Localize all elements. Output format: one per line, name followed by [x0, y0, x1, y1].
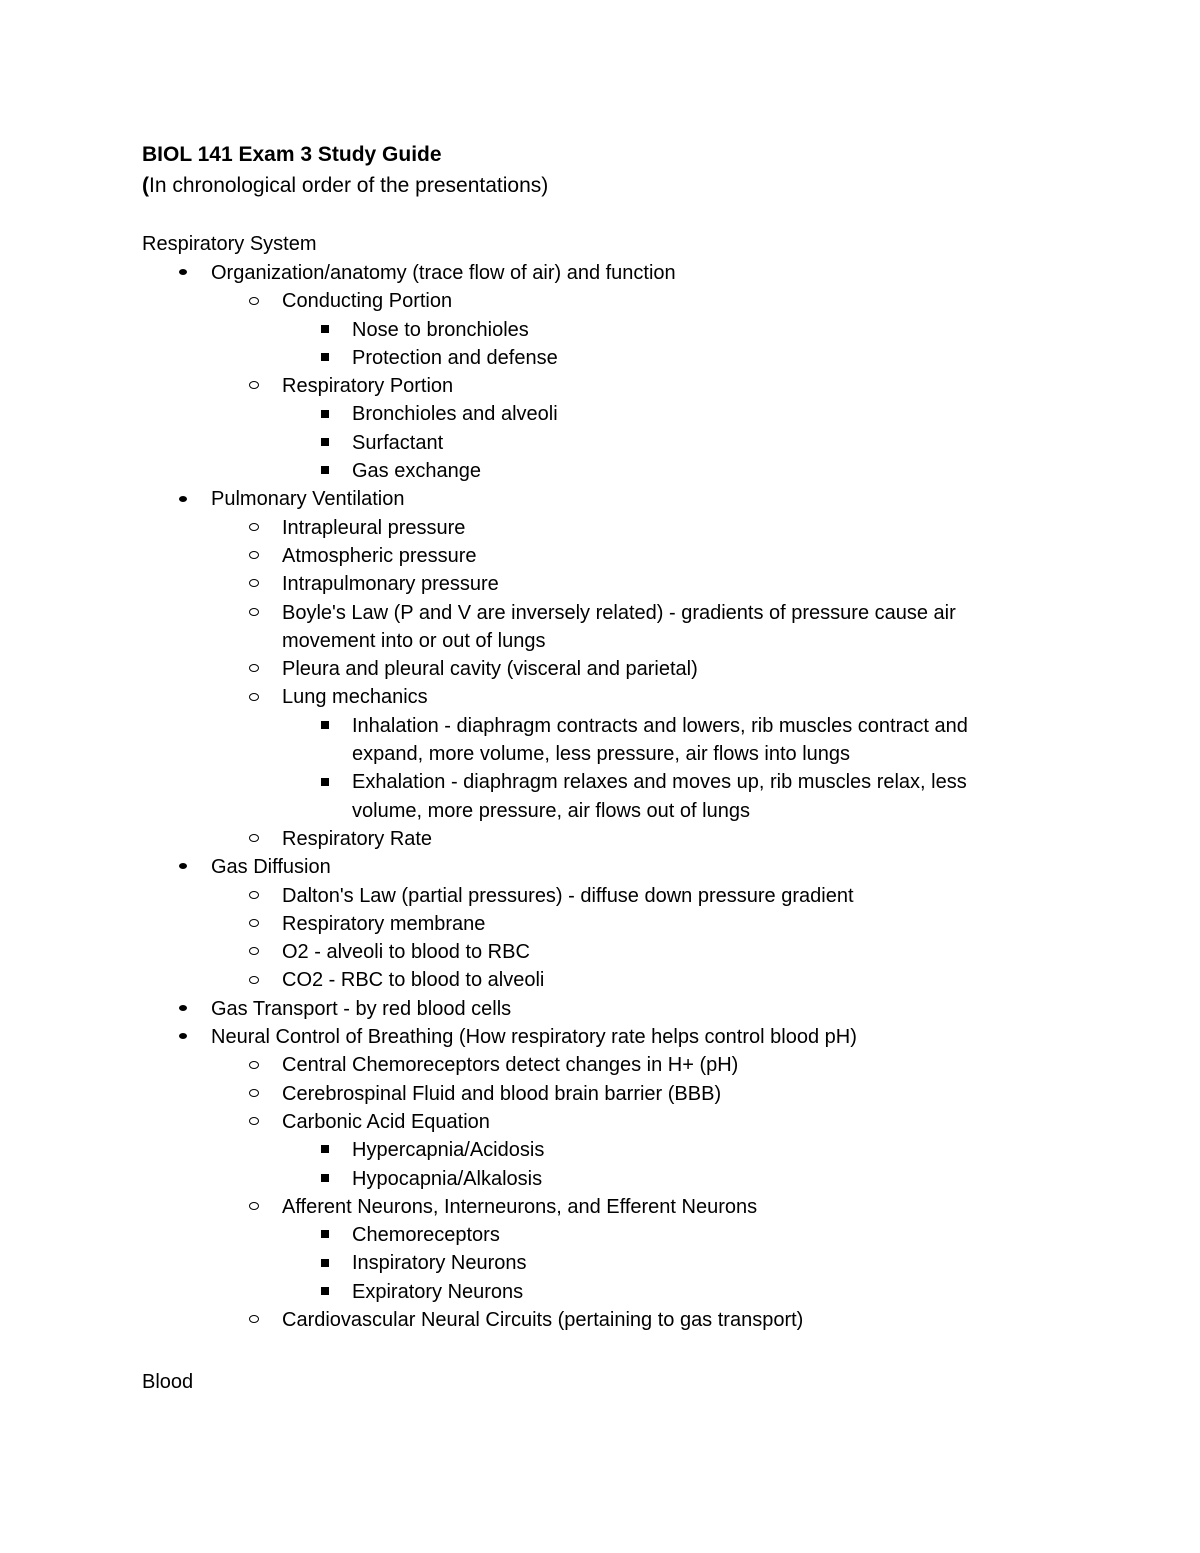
list-item-text: Surfactant	[352, 431, 444, 454]
list-item-text: Pulmonary Ventilation	[211, 488, 405, 511]
filled-square-bullet-icon	[321, 1145, 329, 1153]
bullet	[315, 429, 335, 457]
filled-square-bullet-icon	[321, 438, 329, 446]
hollow-circle-bullet-icon	[249, 608, 259, 616]
list-item	[0, 259, 1200, 287]
hollow-circle-bullet-icon	[249, 523, 259, 531]
list-item-text: Gas Diffusion	[211, 856, 331, 879]
list-item	[0, 570, 1200, 598]
list-item	[0, 287, 1200, 315]
list-item-text: Nose to bronchioles	[352, 318, 529, 341]
bullet	[315, 768, 335, 796]
list-item	[0, 712, 1200, 769]
bullet	[173, 1023, 193, 1051]
list-item	[0, 542, 1200, 570]
filled-square-bullet-icon	[321, 778, 329, 786]
list-item	[0, 485, 1200, 513]
list-item-text: Inspiratory Neurons	[352, 1252, 527, 1275]
filled-square-bullet-icon	[321, 353, 329, 361]
bullet	[315, 316, 335, 344]
bullet	[244, 655, 264, 683]
list-item-text: Pleura and pleural cavity (visceral and parietal)	[282, 658, 698, 681]
list-item-text: Boyle's Law (P and V are inversely related) - gradients of pressure cause air movement into or out of lungs	[282, 601, 956, 652]
list-item-text: Neural Control of Breathing (How respiratory rate helps control blood pH)	[211, 1026, 857, 1049]
hollow-circle-bullet-icon	[249, 947, 259, 955]
bullet	[173, 259, 193, 287]
filled-square-bullet-icon	[321, 325, 329, 333]
bullet	[244, 570, 264, 598]
bullet	[244, 287, 264, 315]
list-item	[0, 655, 1200, 683]
list-item-text: O2 - alveoli to blood to RBC	[282, 941, 530, 964]
respiratory-system-outline	[0, 259, 1200, 1334]
list-item-text: Exhalation - diaphragm relaxes and moves up, rib muscles relax, less volume, more pressure, air flows out of lungs	[352, 771, 967, 822]
filled-circle-bullet-icon	[179, 1033, 187, 1039]
list-item	[0, 400, 1200, 428]
list-item-text: CO2 - RBC to blood to alveoli	[282, 969, 545, 992]
list-item	[0, 995, 1200, 1023]
filled-square-bullet-icon	[321, 721, 329, 729]
list-item	[0, 316, 1200, 344]
section-heading-respiratory-system: Respiratory System	[142, 233, 317, 255]
list-item	[0, 429, 1200, 457]
bullet	[173, 853, 193, 881]
bullet	[244, 514, 264, 542]
filled-circle-bullet-icon	[179, 496, 187, 502]
bullet	[315, 457, 335, 485]
list-item-text: Bronchioles and alveoli	[352, 403, 558, 426]
bullet	[315, 344, 335, 372]
list-item	[0, 853, 1200, 881]
list-item	[0, 1278, 1200, 1306]
list-item	[0, 1080, 1200, 1108]
list-item-text: Cardiovascular Neural Circuits (pertaining to gas transport)	[282, 1308, 804, 1331]
list-item-text: Hypercapnia/Acidosis	[352, 1139, 545, 1162]
bullet	[315, 1249, 335, 1277]
bullet	[244, 910, 264, 938]
list-item-text: Conducting Portion	[282, 290, 453, 313]
hollow-circle-bullet-icon	[249, 579, 259, 587]
hollow-circle-bullet-icon	[249, 891, 259, 899]
hollow-circle-bullet-icon	[249, 1202, 259, 1210]
filled-square-bullet-icon	[321, 410, 329, 418]
bullet	[315, 1136, 335, 1164]
bullet	[244, 1051, 264, 1079]
list-item	[0, 344, 1200, 372]
list-item-text: Carbonic Acid Equation	[282, 1110, 490, 1133]
list-item-text: Protection and defense	[352, 346, 558, 369]
list-item-text: Respiratory Rate	[282, 827, 433, 850]
bullet	[244, 683, 264, 711]
list-item	[0, 1023, 1200, 1051]
subtitle-open-paren: (	[142, 174, 149, 197]
list-item	[0, 1165, 1200, 1193]
filled-square-bullet-icon	[321, 1287, 329, 1295]
hollow-circle-bullet-icon	[249, 297, 259, 305]
list-item-text: Cerebrospinal Fluid and blood brain barrier (BBB)	[282, 1082, 722, 1105]
list-item-text: Hypocapnia/Alkalosis	[352, 1167, 543, 1190]
filled-square-bullet-icon	[321, 1259, 329, 1267]
list-item-text: Respiratory Portion	[282, 375, 454, 398]
list-item-text: Atmospheric pressure	[282, 544, 477, 567]
filled-circle-bullet-icon	[179, 863, 187, 869]
bullet	[315, 1278, 335, 1306]
hollow-circle-bullet-icon	[249, 664, 259, 672]
bullet	[244, 825, 264, 853]
list-item	[0, 514, 1200, 542]
filled-square-bullet-icon	[321, 1174, 329, 1182]
list-item	[0, 1193, 1200, 1221]
list-item	[0, 938, 1200, 966]
hollow-circle-bullet-icon	[249, 551, 259, 559]
section-heading-blood: Blood	[142, 1371, 194, 1393]
list-item	[0, 1108, 1200, 1136]
bullet	[244, 1193, 264, 1221]
bullet	[244, 882, 264, 910]
list-item-text: Central Chemoreceptors detect changes in H+ (pH)	[282, 1054, 739, 1077]
list-item-text: Afferent Neurons, Interneurons, and Efferent Neurons	[282, 1195, 758, 1218]
hollow-circle-bullet-icon	[249, 976, 259, 984]
bullet	[173, 995, 193, 1023]
list-item	[0, 372, 1200, 400]
bullet	[315, 400, 335, 428]
bullet	[244, 938, 264, 966]
list-item-text: Gas exchange	[352, 460, 481, 483]
hollow-circle-bullet-icon	[249, 919, 259, 927]
bullet	[315, 1221, 335, 1249]
list-item	[0, 966, 1200, 994]
list-item	[0, 1136, 1200, 1164]
list-item	[0, 1221, 1200, 1249]
hollow-circle-bullet-icon	[249, 1061, 259, 1069]
list-item	[0, 768, 1200, 825]
bullet	[244, 1080, 264, 1108]
list-item-text: Dalton's Law (partial pressures) - diffuse down pressure gradient	[282, 884, 854, 907]
bullet	[173, 485, 193, 513]
bullet	[244, 372, 264, 400]
list-item	[0, 683, 1200, 711]
list-item	[0, 1249, 1200, 1277]
list-item-text: Intrapulmonary pressure	[282, 573, 499, 596]
list-item-text: Respiratory membrane	[282, 912, 486, 935]
list-item	[0, 1306, 1200, 1334]
hollow-circle-bullet-icon	[249, 1315, 259, 1323]
list-item	[0, 910, 1200, 938]
list-item-text: Chemoreceptors	[352, 1224, 500, 1247]
document-title: BIOL 141 Exam 3 Study Guide	[142, 143, 442, 166]
filled-square-bullet-icon	[321, 466, 329, 474]
hollow-circle-bullet-icon	[249, 1117, 259, 1125]
document-subtitle	[142, 172, 548, 200]
list-item-text: Organization/anatomy (trace flow of air) and function	[211, 262, 676, 284]
list-item-text: Expiratory Neurons	[352, 1280, 524, 1303]
hollow-circle-bullet-icon	[249, 1089, 259, 1097]
list-item	[0, 825, 1200, 853]
bullet	[315, 1165, 335, 1193]
bullet	[244, 1306, 264, 1334]
filled-circle-bullet-icon	[179, 269, 187, 275]
filled-square-bullet-icon	[321, 1230, 329, 1238]
list-item	[0, 1051, 1200, 1079]
bullet	[244, 542, 264, 570]
bullet	[244, 599, 264, 627]
list-item-text: Intrapleural pressure	[282, 516, 466, 539]
list-item-text: Inhalation - diaphragm contracts and lowers, rib muscles contract and expand, more volume, less pressure, air flows into lungs	[352, 714, 968, 766]
hollow-circle-bullet-icon	[249, 693, 259, 701]
list-item-text: Gas Transport - by red blood cells	[211, 997, 512, 1020]
subtitle-text: In chronological order of the presentations)	[149, 174, 549, 197]
list-item	[0, 457, 1200, 485]
hollow-circle-bullet-icon	[249, 381, 259, 389]
list-item	[0, 599, 1200, 656]
bullet	[244, 1108, 264, 1136]
bullet	[315, 712, 335, 740]
hollow-circle-bullet-icon	[249, 834, 259, 842]
filled-circle-bullet-icon	[179, 1005, 187, 1011]
list-item	[0, 882, 1200, 910]
list-item-text: Lung mechanics	[282, 686, 428, 709]
bullet	[244, 966, 264, 994]
